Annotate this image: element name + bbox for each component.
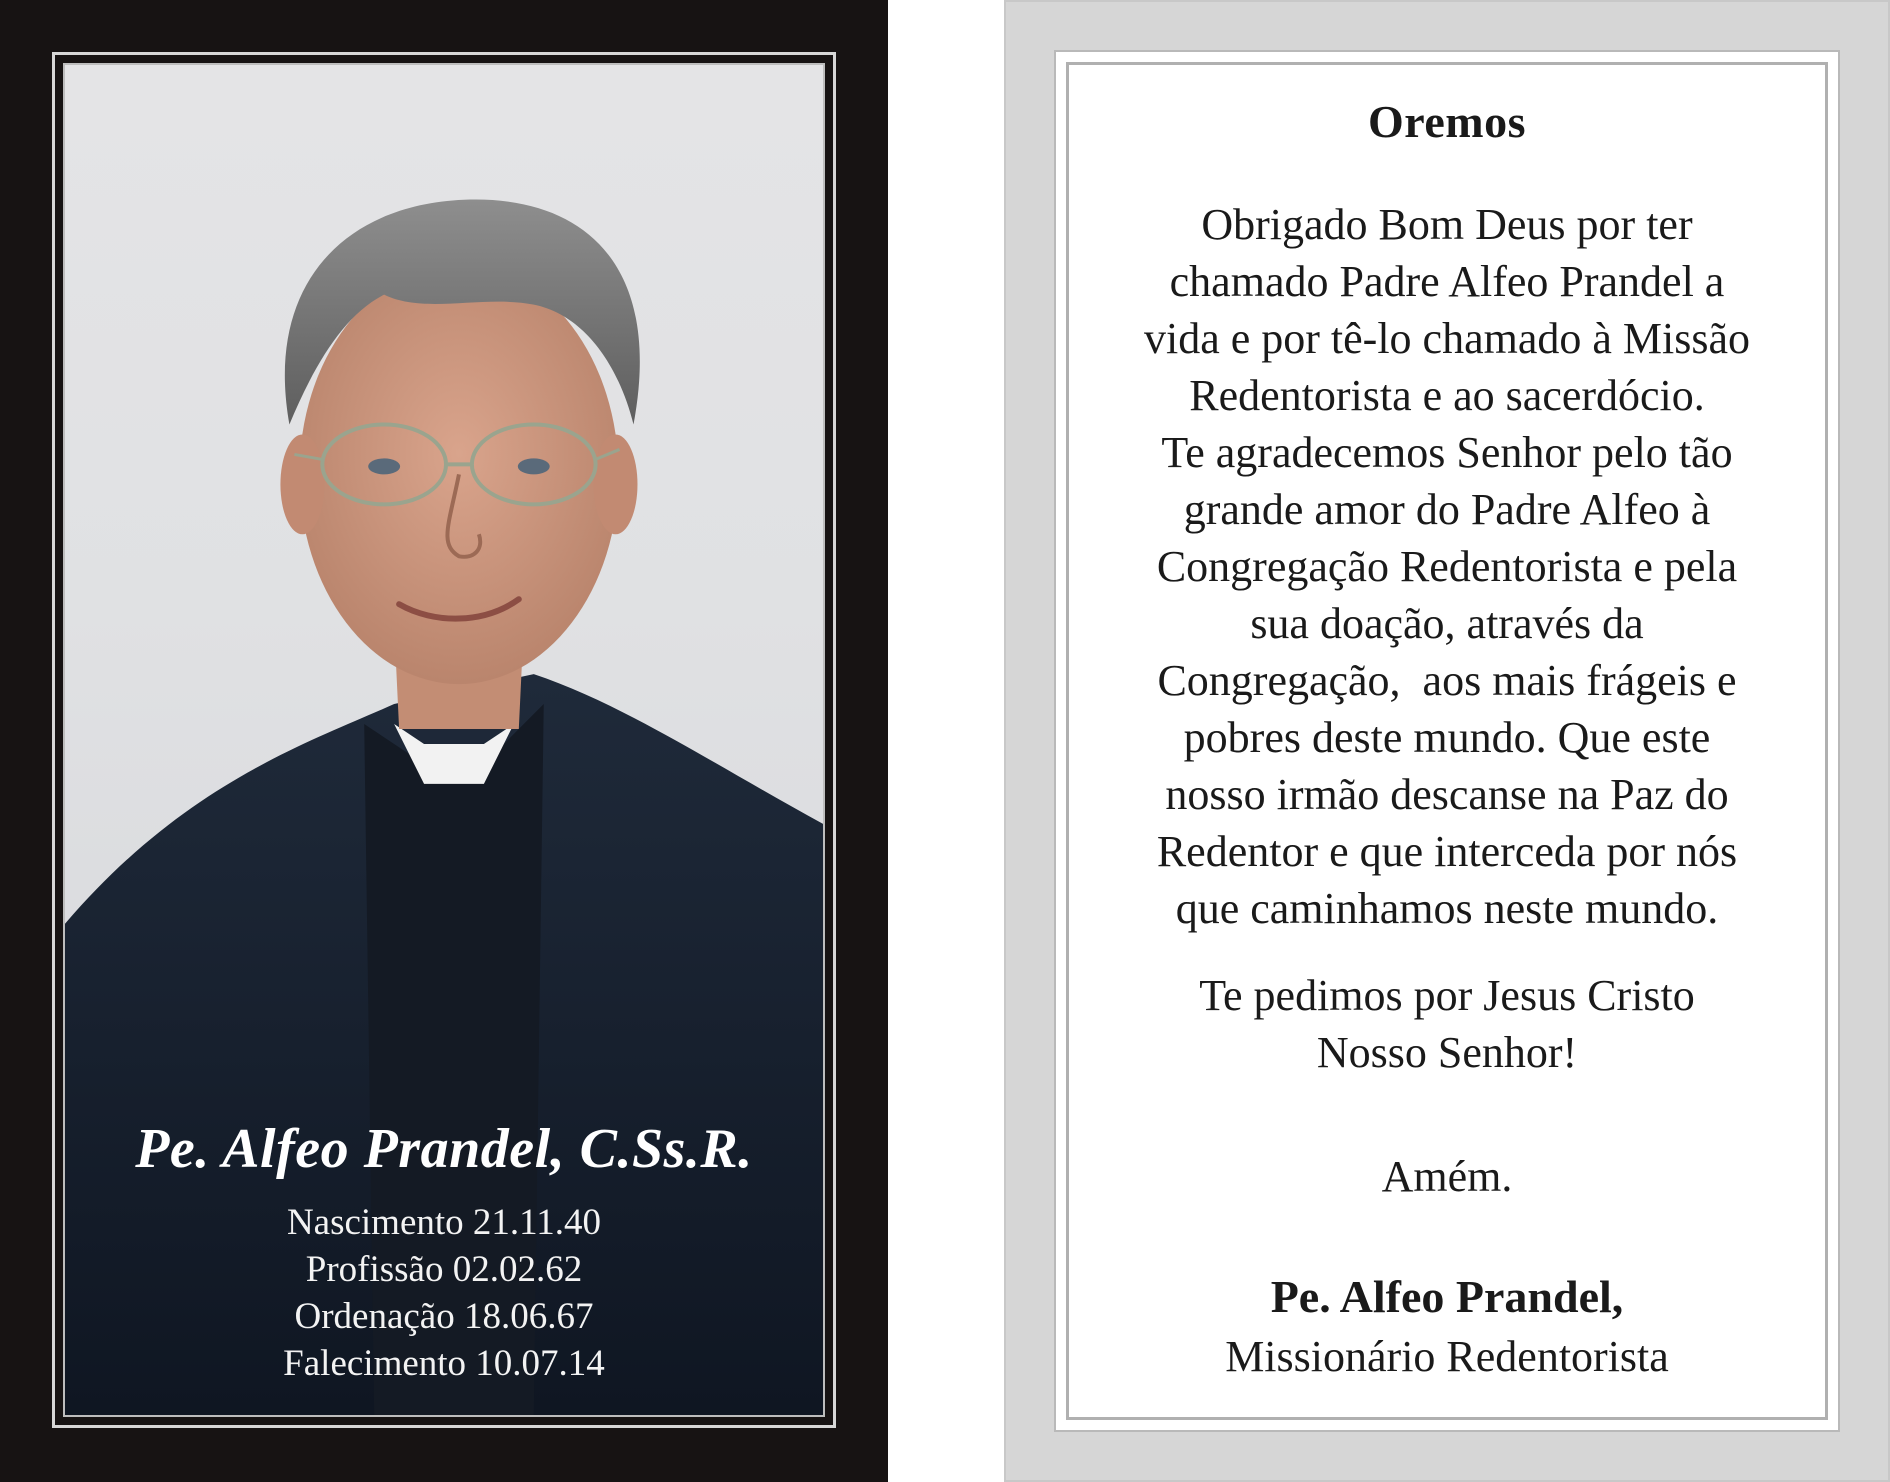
memorial-card-back xyxy=(1004,0,1890,1482)
prayer-line: Redentorista e ao sacerdócio. xyxy=(1189,371,1705,420)
prayer-line: vida e por tê-lo chamado à Missão xyxy=(1143,314,1751,363)
prayer-line: pobres deste mundo. Que este xyxy=(1183,713,1711,762)
closing-line: Nosso Senhor! xyxy=(1316,1028,1578,1077)
prayer-line: chamado Padre Alfeo Prandel a xyxy=(1169,257,1725,306)
prayer-line: Redentor e que interceda por nós xyxy=(1156,827,1738,876)
amen-text: Amém. xyxy=(1381,1152,1513,1201)
birth-date: Nascimento 21.11.40 xyxy=(286,1202,602,1243)
death-date: Falecimento 10.07.14 xyxy=(283,1343,605,1384)
portrait-caption xyxy=(65,1117,823,1387)
prayer-frame xyxy=(1054,50,1840,1432)
prayer-line: Congregação, aos mais frágeis e xyxy=(1157,656,1737,705)
prayer-body xyxy=(1069,196,1825,937)
profession-date: Profissão 02.02.62 xyxy=(305,1249,583,1290)
signature-name: Pe. Alfeo Prandel, xyxy=(1270,1271,1624,1322)
prayer-line: Congregação Redentorista e pela xyxy=(1156,542,1738,591)
ordination-date: Ordenação 18.06.67 xyxy=(294,1296,594,1337)
prayer-line: grande amor do Padre Alfeo à xyxy=(1183,485,1711,534)
photo-area xyxy=(63,63,825,1417)
closing-line: Te pedimos por Jesus Cristo xyxy=(1199,971,1695,1020)
memorial-card-front xyxy=(0,0,888,1482)
prayer-closing xyxy=(1069,967,1825,1081)
prayer-line: que caminhamos neste mundo. xyxy=(1175,884,1719,933)
prayer-line: Te agradecemos Senhor pelo tão xyxy=(1161,428,1733,477)
person-name: Pe. Alfeo Prandel, C.Ss.R. xyxy=(135,1118,753,1180)
prayer-line: nosso irmão descanse na Paz do xyxy=(1165,770,1729,819)
signature-role: Missionário Redentorista xyxy=(1225,1332,1669,1381)
prayer-title: Oremos xyxy=(1367,96,1526,147)
prayer-text-area xyxy=(1066,62,1828,1420)
photo-frame xyxy=(52,52,836,1428)
prayer-line: Obrigado Bom Deus por ter xyxy=(1201,200,1693,249)
prayer-line: sua doação, através da xyxy=(1250,599,1644,648)
